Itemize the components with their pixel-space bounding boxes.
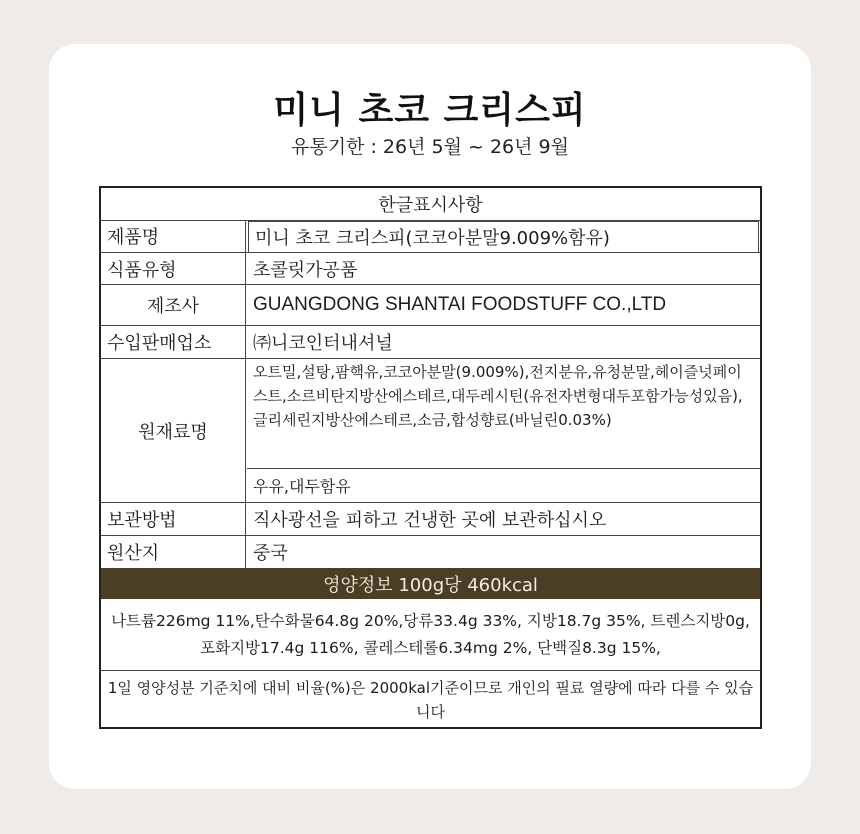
- ingredients-text: 오트밀,설탕,팜핵유,코코아분말(9.009%),전지분유,유청분말,헤이즐넛페이스트,소르비탄지방산에스테르,대두레시틴(유전자변형대두포함가능성있음),글리세린지방산에스테르,소금,합성향료(바닐린0.03%): [247, 359, 760, 469]
- row-ingredients: [101, 359, 760, 503]
- row-value: 미니 초코 크리스피(코코아분말9.009%함유): [248, 221, 759, 253]
- korean-label-table: [99, 186, 762, 729]
- row-key: 원산지: [101, 536, 246, 568]
- row-key: 제품명: [101, 220, 246, 252]
- row-origin: [101, 536, 760, 568]
- row-key: 수입판매업소: [101, 326, 246, 358]
- row-food-type: [101, 253, 760, 285]
- row-importer: [101, 326, 760, 359]
- row-key: 보관방법: [101, 503, 246, 535]
- row-value: 초콜릿가공품: [253, 259, 358, 281]
- label-heading: 한글표시사항: [101, 188, 760, 221]
- row-storage: [101, 503, 760, 536]
- nutrition-facts: 나트륨226mg 11%,탄수화물64.8g 20%,당류33.4g 33%, 지방18.7g 35%, 트렌스지방0g, 포화지방17.4g 116%, 콜레스테롤6.34mg 2%, 단백질8.3g 15%,: [101, 599, 760, 671]
- expiry-date: 유통기한 : 26년 5월 ~ 26년 9월: [291, 136, 569, 158]
- row-value: GUANGDONG SHANTAI FOODSTUFF CO.,LTD: [253, 294, 667, 315]
- row-key: 식품유형: [101, 253, 246, 284]
- row-key: 제조사: [101, 285, 246, 325]
- row-product-name: [101, 220, 760, 253]
- row-value: 중국: [253, 543, 288, 564]
- row-value: 직사광선을 피하고 건냉한 곳에 보관하십시오: [253, 510, 607, 531]
- row-value: ㈜니코인터내셔널: [253, 333, 393, 354]
- nutrition-header: 영양정보 100g당 460kcal: [101, 568, 760, 599]
- nutrition-note: 1일 영양성분 기준치에 대비 비율(%)은 2000kal기준이므로 개인의 필료 열량에 따라 다를 수 있습니다: [107, 679, 754, 721]
- product-title: 미니 초코 크리스피: [273, 90, 587, 131]
- row-manufacturer: [101, 285, 760, 326]
- allergen-text: 우유,대두함유: [253, 477, 351, 496]
- row-key: 원재료명: [101, 359, 246, 502]
